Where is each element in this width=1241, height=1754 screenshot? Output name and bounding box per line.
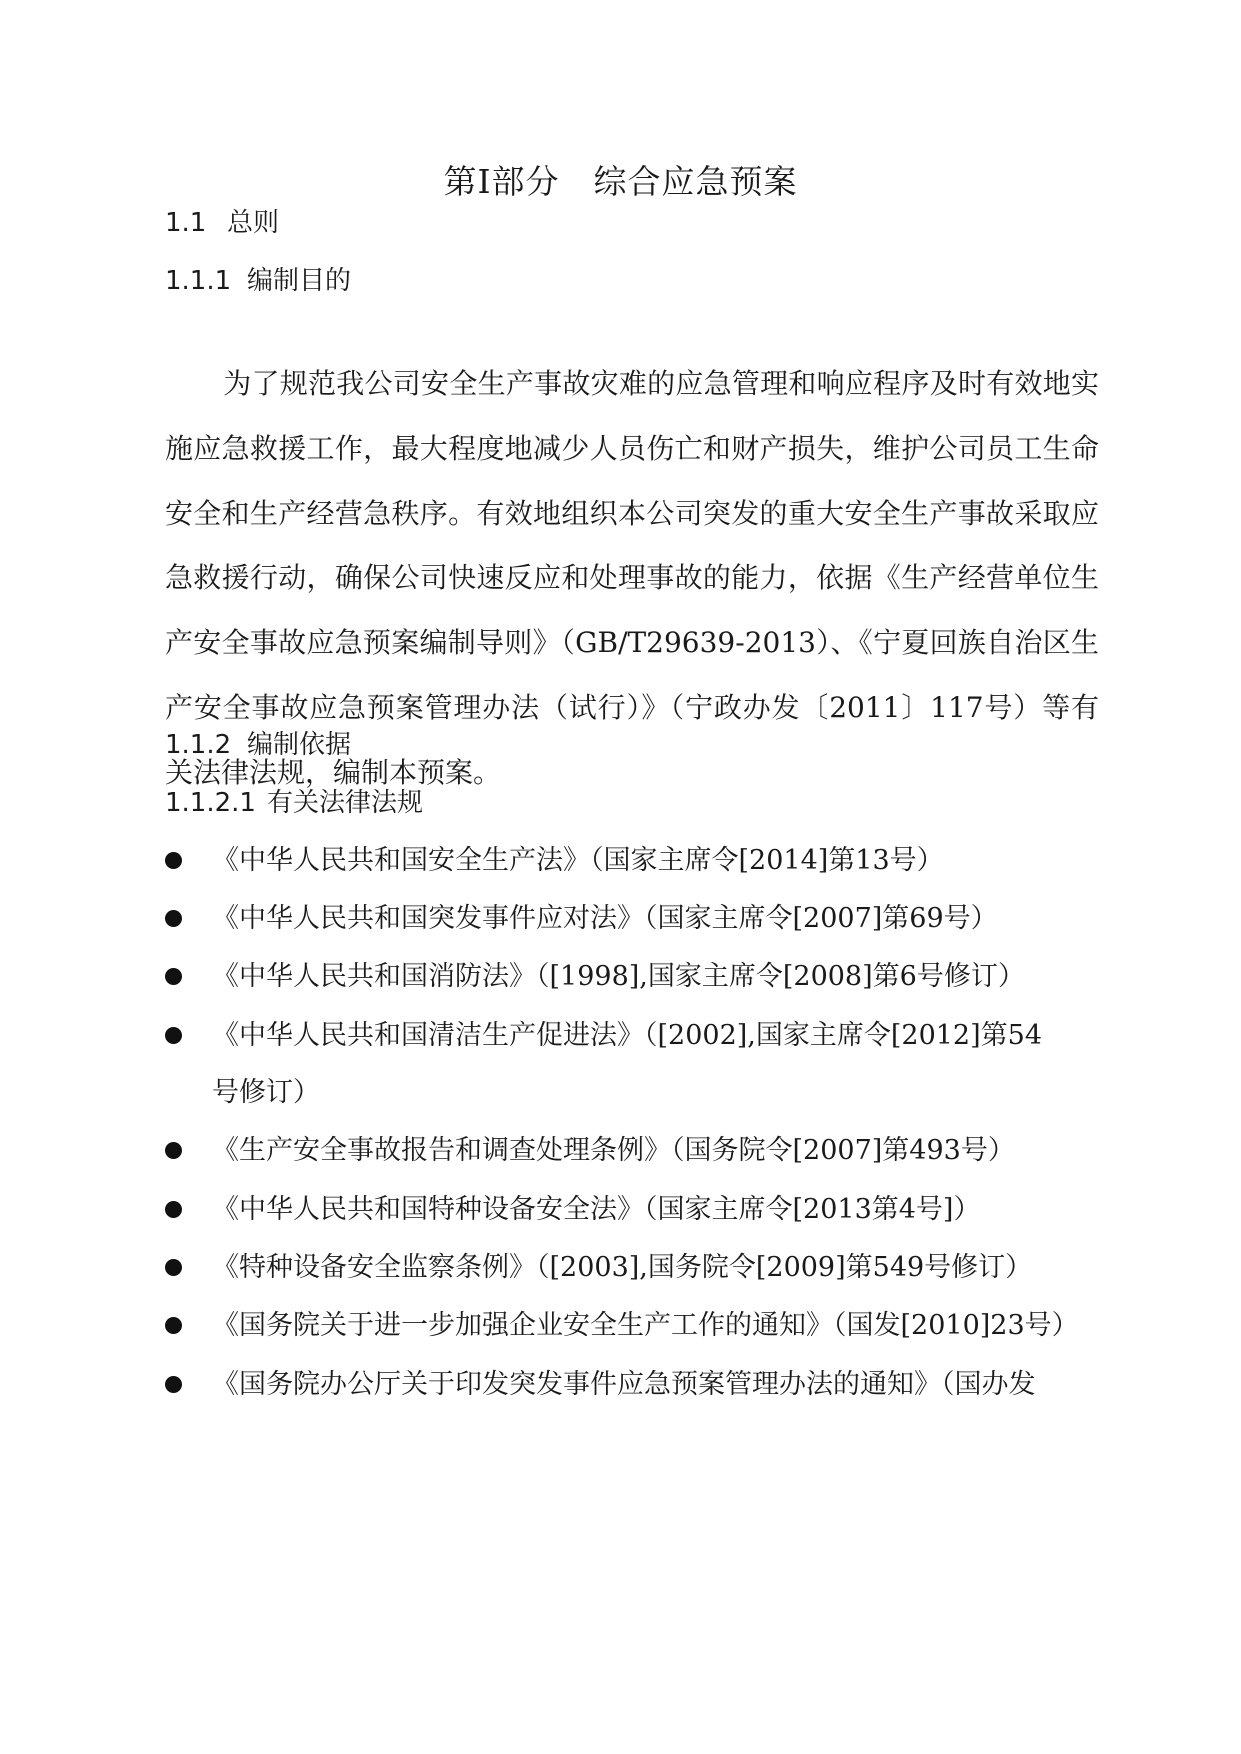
section-number: 1.1 [165, 208, 207, 238]
bullet-icon [165, 1027, 182, 1044]
list-item-text: 《中华人民共和国消防法》（[1998],国家主席令[2008]第6号修订） [212, 961, 1025, 992]
list-item-continuation: 号修订） [212, 1077, 320, 1108]
section-heading-1-1-2-1 [165, 785, 423, 821]
section-number: 1.1.2.1 [165, 788, 256, 818]
list-item-text: 《特种设备安全监察条例》（[2003],国务院令[2009]第549号修订） [212, 1252, 1033, 1283]
bullet-icon [165, 1317, 182, 1334]
bullet-icon [165, 910, 182, 927]
page-title: 第Ⅰ部分 综合应急预案 [443, 162, 798, 201]
list-item-text: 《国务院办公厅关于印发突发事件应急预案管理办法的通知》（国办发 [212, 1369, 1036, 1400]
section-heading-1-1-1 [165, 263, 351, 299]
bullet-icon [165, 852, 182, 869]
paragraph-text: 为了规范我公司安全生产事故灾难的应急管理和响应程序及时有效地实施应急救援工作，最大程度地减少人员伤亡和财产损失，维护公司员工生命安全和生产经营急秩序。有效地组织本公司突发的重大安全生产事故采取应急救援行动，确保公司快速反应和处理事故的能力，依据《生产经营单位生产安全事故应急预案编制导则》（GB/T29639-2013）、《宁夏回族自治区生产安全事故应急预案管理办法（试行）》（宁政办发〔2011〕117号）等有关法律法规，编制本预案。 [165, 367, 1099, 789]
section-number: 1.1.1 [165, 266, 232, 296]
bullet-icon [165, 1142, 182, 1159]
bullet-icon [165, 1376, 182, 1393]
bullet-icon [165, 1259, 182, 1276]
section-title: 总则 [227, 208, 280, 238]
list-item-text: 《中华人民共和国清洁生产促进法》（[2002],国家主席令[2012]第54 [212, 1020, 1042, 1051]
section-title: 编制依据 [247, 730, 352, 760]
section-number: 1.1.2 [165, 730, 232, 760]
list-item-text: 《国务院关于进一步加强企业安全生产工作的通知》（国发[2010]23号） [212, 1310, 1079, 1341]
section-title: 有关法律法规 [267, 788, 424, 818]
list-item-text: 《中华人民共和国安全生产法》（国家主席令[2014]第13号） [212, 845, 944, 876]
bullet-icon [165, 968, 182, 985]
section-heading-1-1 [165, 205, 279, 241]
list-item-text: 《生产安全事故报告和调查处理条例》（国务院令[2007]第493号） [212, 1135, 1015, 1166]
list-item-text: 《中华人民共和国突发事件应对法》（国家主席令[2007]第69号） [212, 903, 998, 934]
section-heading-1-1-2 [165, 727, 351, 763]
bullet-icon [165, 1201, 182, 1218]
list-item-text: 《中华人民共和国特种设备安全法》（国家主席令[2013第4号]） [212, 1194, 981, 1225]
section-title: 编制目的 [247, 266, 352, 296]
